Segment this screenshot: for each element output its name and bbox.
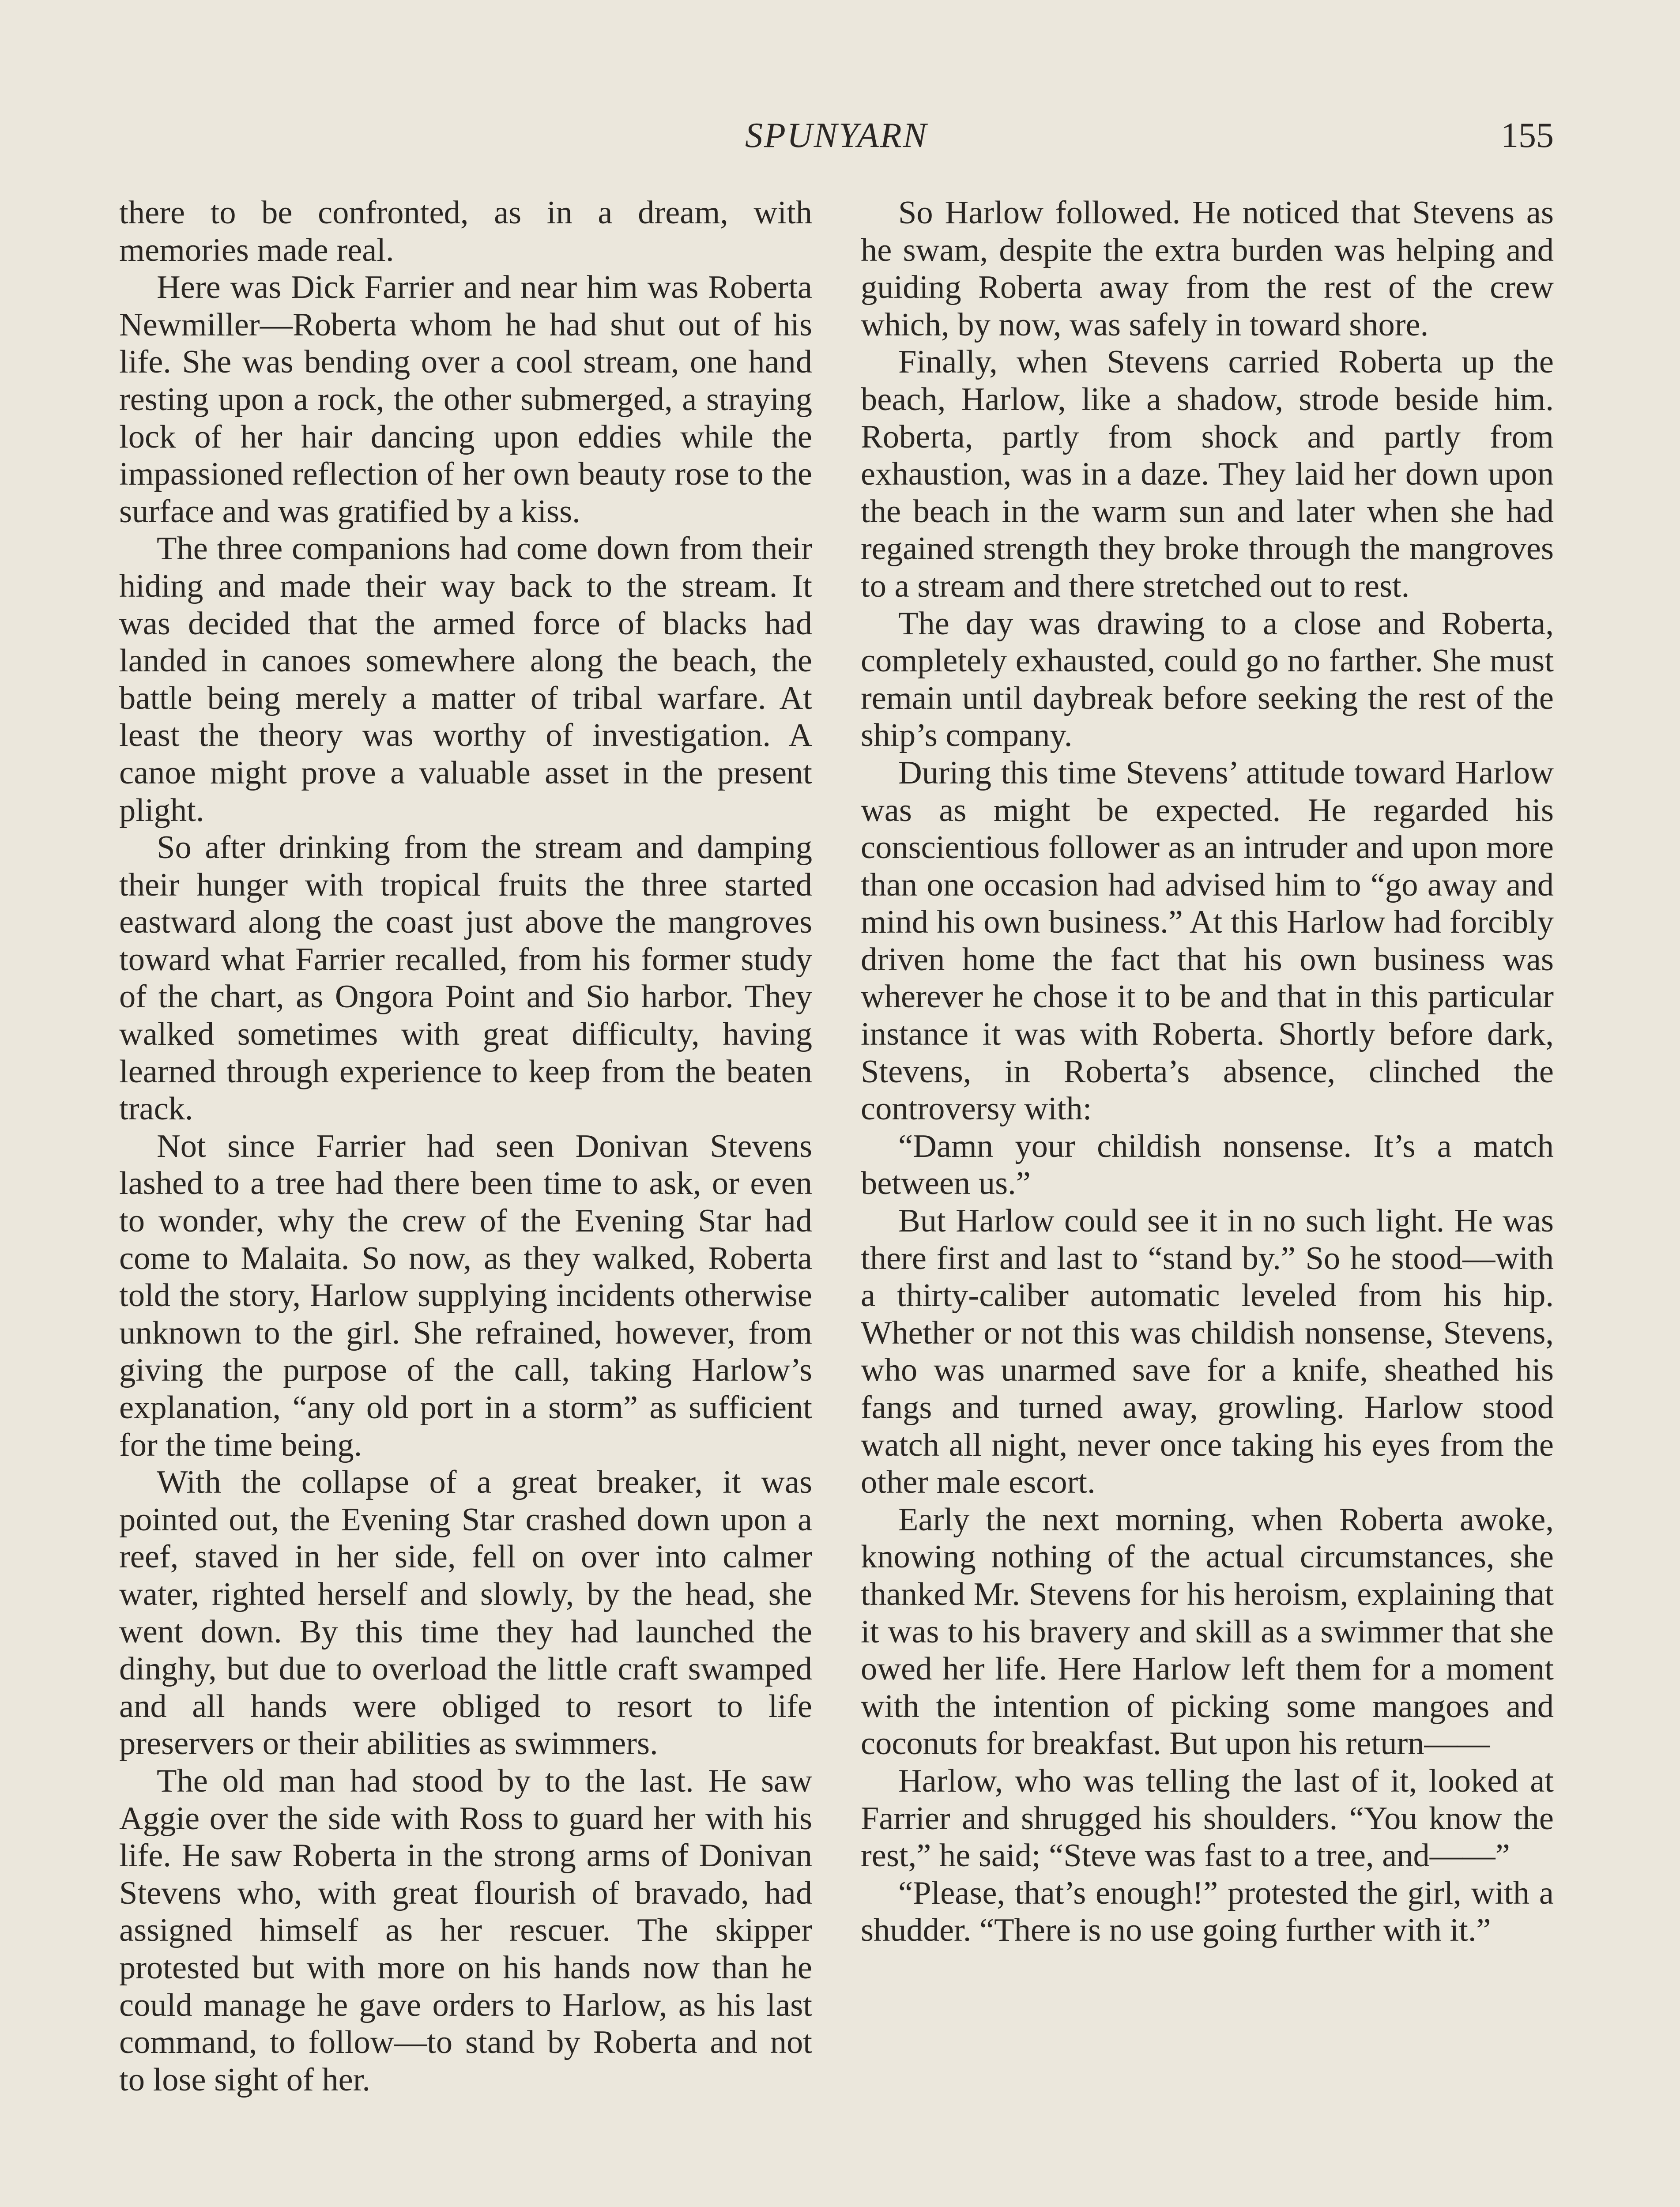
paragraph: there to be confronted, as in a dream, with memories made real.: [119, 195, 812, 268]
paragraph: Not since Farrier had seen Donivan Stevens lashed to a tree had there been time to ask, or even to wonder, why the crew of the Evening Star had come to Malaita. So now, as they walked, Roberta told the story, Harlow supplying incidents otherwise unknown to the girl. She refrained, however, from giving the purpose of the call, taking Harlow’s explanation, “any old port in a storm” as sufficient for the time being.: [119, 1128, 812, 1463]
right-column: [861, 194, 1554, 1949]
paragraph: “Damn your childish nonsense. It’s a match between us.”: [861, 1128, 1554, 1202]
running-title: SPUNYARN: [745, 116, 928, 155]
page-header: [119, 116, 1554, 164]
paragraph: Here was Dick Farrier and near him was Roberta Newmiller—Roberta whom he had shut out of his life. She was bending over a cool stream, one hand resting upon a rock, the other submerged, a straying lock of her hair dancing upon eddies while the impassioned reflection of her own beauty rose to the surface and was gratified by a kiss.: [119, 269, 812, 530]
page-number: 155: [1501, 116, 1554, 155]
paragraph: Finally, when Stevens carried Roberta up the beach, Harlow, like a shadow, strode beside him. Roberta, partly from shock and partly from exhaustion, was in a daze. They laid her down upon the beach in the warm sun and later when she had regained strength they broke through the mangroves to a stream and there stretched out to rest.: [861, 344, 1554, 604]
paragraph: With the collapse of a great breaker, it was pointed out, the Evening Star crashed down upon a reef, staved in her side, fell on over into calmer water, righted herself and slowly, by the head, she went down. By this time they had launched the dinghy, but due to overload the little craft swamped and all hands were obliged to resort to life preservers or their abilities as swimmers.: [119, 1464, 812, 1762]
paragraph: Early the next morning, when Roberta awoke, knowing nothing of the actual circumstances, she thanked Mr. Stevens for his heroism, explaining that it was to his bravery and skill as a swimmer that she owed her life. Here Harlow left them for a moment with the intention of picking some mangoes and coconuts for breakfast. But upon his return——: [861, 1501, 1554, 1762]
paragraph: But Harlow could see it in no such light. He was there first and last to “stand by.” So he stood—with a thirty-caliber automatic leveled from his hip. Whether or not this was childish nonsense, Stevens, who was unarmed save for a knife, sheathed his fangs and turned away, growling. Harlow stood watch all night, never once taking his eyes from the other male escort.: [861, 1203, 1554, 1501]
paragraph: Harlow, who was telling the last of it, looked at Farrier and shrugged his shoulders. “You know the rest,” he said; “Steve was fast to a tree, and——”: [861, 1763, 1554, 1874]
paragraph: So after drinking from the stream and damping their hunger with tropical fruits the three started eastward along the coast just above the mangroves toward what Farrier recalled, from his former study of the chart, as Ongora Point and Sio harbor. They walked sometimes with great difficulty, having learned through experience to keep from the beaten track.: [119, 829, 812, 1127]
paragraph: The day was drawing to a close and Roberta, completely exhausted, could go no farther. She must remain until daybreak before seeking the rest of the ship’s company.: [861, 605, 1554, 754]
paragraph: During this time Stevens’ attitude toward Harlow was as might be expected. He regarded his conscientious follower as an intruder and upon more than one occasion had advised him to “go away and mind his own business.” At this Harlow had forcibly driven home the fact that his own business was wherever he chose it to be and that in this particular instance it was with Roberta. Shortly before dark, Stevens, in Roberta’s absence, clinched the controversy with:: [861, 754, 1554, 1127]
paragraph: So Harlow followed. He noticed that Stevens as he swam, despite the extra burden was helping and guiding Roberta away from the rest of the crew which, by now, was safely in toward shore.: [861, 195, 1554, 343]
paragraph: The three companions had come down from their hiding and made their way back to the stream. It was decided that the armed force of blacks had landed in canoes somewhere along the beach, the battle being merely a matter of tribal warfare. At least the theory was worthy of investigation. A canoe might prove a valuable asset in the present plight.: [119, 531, 812, 829]
paragraph: The old man had stood by to the last. He saw Aggie over the side with Ross to guard her with his life. He saw Roberta in the strong arms of Donivan Stevens who, with great flourish of bravado, had assigned himself as her rescuer. The skipper protested but with more on his hands now than he could manage he gave orders to Harlow, as his last command, to follow—to stand by Roberta and not to lose sight of her.: [119, 1763, 812, 2098]
left-column: [119, 194, 812, 2098]
paragraph: “Please, that’s enough!” protested the girl, with a shudder. “There is no use going further with it.”: [861, 1875, 1554, 1949]
